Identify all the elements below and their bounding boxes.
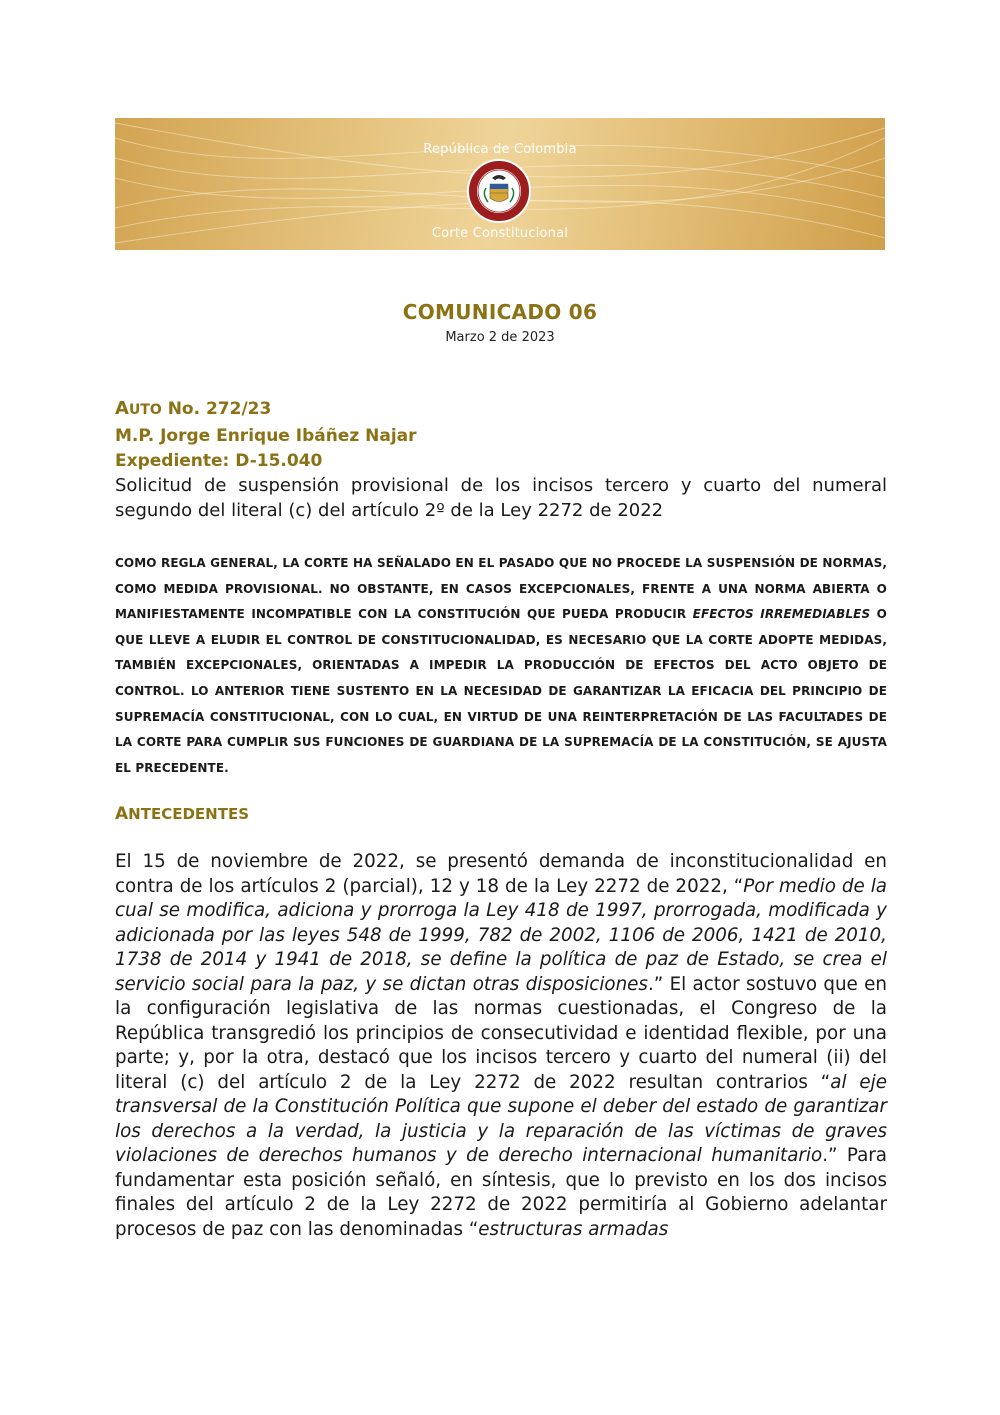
summary-emphasis: EFECTOS IRREMEDIABLES <box>692 607 871 622</box>
request-description: Solicitud de suspensión provisional de los incisos tercero y cuarto del numeral segundo del literal (c) del artículo 2º de la Ley 2272 de 2022 <box>115 475 887 521</box>
para-text-3: .” Para fundamentar esta posición señaló, en síntesis, que lo previsto en los dos incisos finales del artículo 2 de la Ley 2272 de 2022 permitiría al Gobierno adelantar procesos de paz con las denominadas “ <box>115 1145 888 1240</box>
section-heading-antecedentes <box>115 804 249 824</box>
para-text-1: El 15 de noviembre de 2022, se presentó demanda de inconstitucionalidad en contra de los artículos 2 (parcial), 12 y 18 de la Ley 2272 de 2022, “ <box>115 851 887 897</box>
para-quote-2: al eje transversal de la Constitución Política que supone el deber del estado de garantizar los derechos a la verdad, la justicia y la reparación de las víctimas de graves violaciones de derechos humanos y de derecho internacional humanitario <box>115 1071 887 1166</box>
para-quote-3: estructuras armadas <box>478 1218 669 1240</box>
auto-heading <box>115 398 271 419</box>
header-banner <box>115 118 885 250</box>
antecedentes-cap: A <box>115 804 129 824</box>
communique-date: Marzo 2 de 2023 <box>445 330 555 345</box>
summary-paragraph <box>115 551 887 781</box>
summary-text-2: O QUE LLEVE A ELUDIR EL CONTROL DE CONSTITUCIONALIDAD, ES NECESARIO QUE LA CORTE ADOPTE MEDIDAS, TAMBIÉN EXCEPCIONALES, ORIENTADAS A IMPEDIR LA PRODUCCIÓN DE EFECTOS DEL ACTO OBJETO DE CONTROL. LO ANTERIOR TIENE SUSTENTO EN LA NECESIDAD DE GARANTIZAR LA EFICACIA DEL PRINCIPIO DE SUPREMACÍA CONSTITUCIONAL, CON LO CUAL, EN VIRTUD DE UNA REINTERPRETACIÓN DE LAS FACULTADES DE LA CORTE PARA CUMPLIR SUS FUNCIONES DE GUARDIANA DE LA SUPREMACÍA DE LA CONSTITUCIÓN, SE AJUSTA EL PRECEDENTE. <box>115 607 887 775</box>
institution-label: Corte Constitucional <box>431 226 569 241</box>
auto-rest: UTO <box>128 402 162 418</box>
country-label: República de Colombia <box>423 142 577 157</box>
para-quote-1: Por medio de la cual se modifica, adiciona y prorroga la Ley 418 de 1997, prorrogada, modificada y adicionada por las leyes 548 de 1999, 782 de 2002, 1106 de 2006, 1421 de 2010, 1738 de 2014 y 1941 de 2018, se define la política de paz de Estado, se crea el servicio social para la paz, y se dictan otras disposiciones <box>115 875 887 995</box>
page-title: COMUNICADO 06 <box>402 300 598 324</box>
para-text-2: .” El actor sostuvo que en la configuración legislativa de las normas cuestionadas, el Congreso de la República transgredió los principios de consecutividad e identidad flexible, por una parte; y, por la otra, destacó que los incisos tercero y cuarto del numeral (ii) del literal (c) del artículo 2 de la Ley 2272 de 2022 resultan contrarios “ <box>115 973 887 1093</box>
summary-text-1: COMO REGLA GENERAL, LA CORTE HA SEÑALADO EN EL PASADO QUE NO PROCEDE LA SUSPENSIÓN DE NORMAS, COMO MEDIDA PROVISIONAL. NO OBSTANTE, EN CASOS EXCEPCIONALES, FRENTE A UNA NORMA ABIERTA O MANIFIESTAMENTE INCOMPATIBLE CON LA CONSTITUCIÓN QUE PUEDA PRODUCIR <box>115 556 887 622</box>
court-seal-icon <box>466 158 532 224</box>
antecedentes-rest: NTECEDENTES <box>128 805 249 823</box>
antecedentes-paragraph <box>115 850 887 1242</box>
magistrate: M.P. Jorge Enrique Ibáñez Najar <box>115 426 417 446</box>
auto-number: No. 272/23 <box>167 399 272 419</box>
file-number: Expediente: D-15.040 <box>115 451 323 471</box>
auto-cap: A <box>115 398 129 419</box>
